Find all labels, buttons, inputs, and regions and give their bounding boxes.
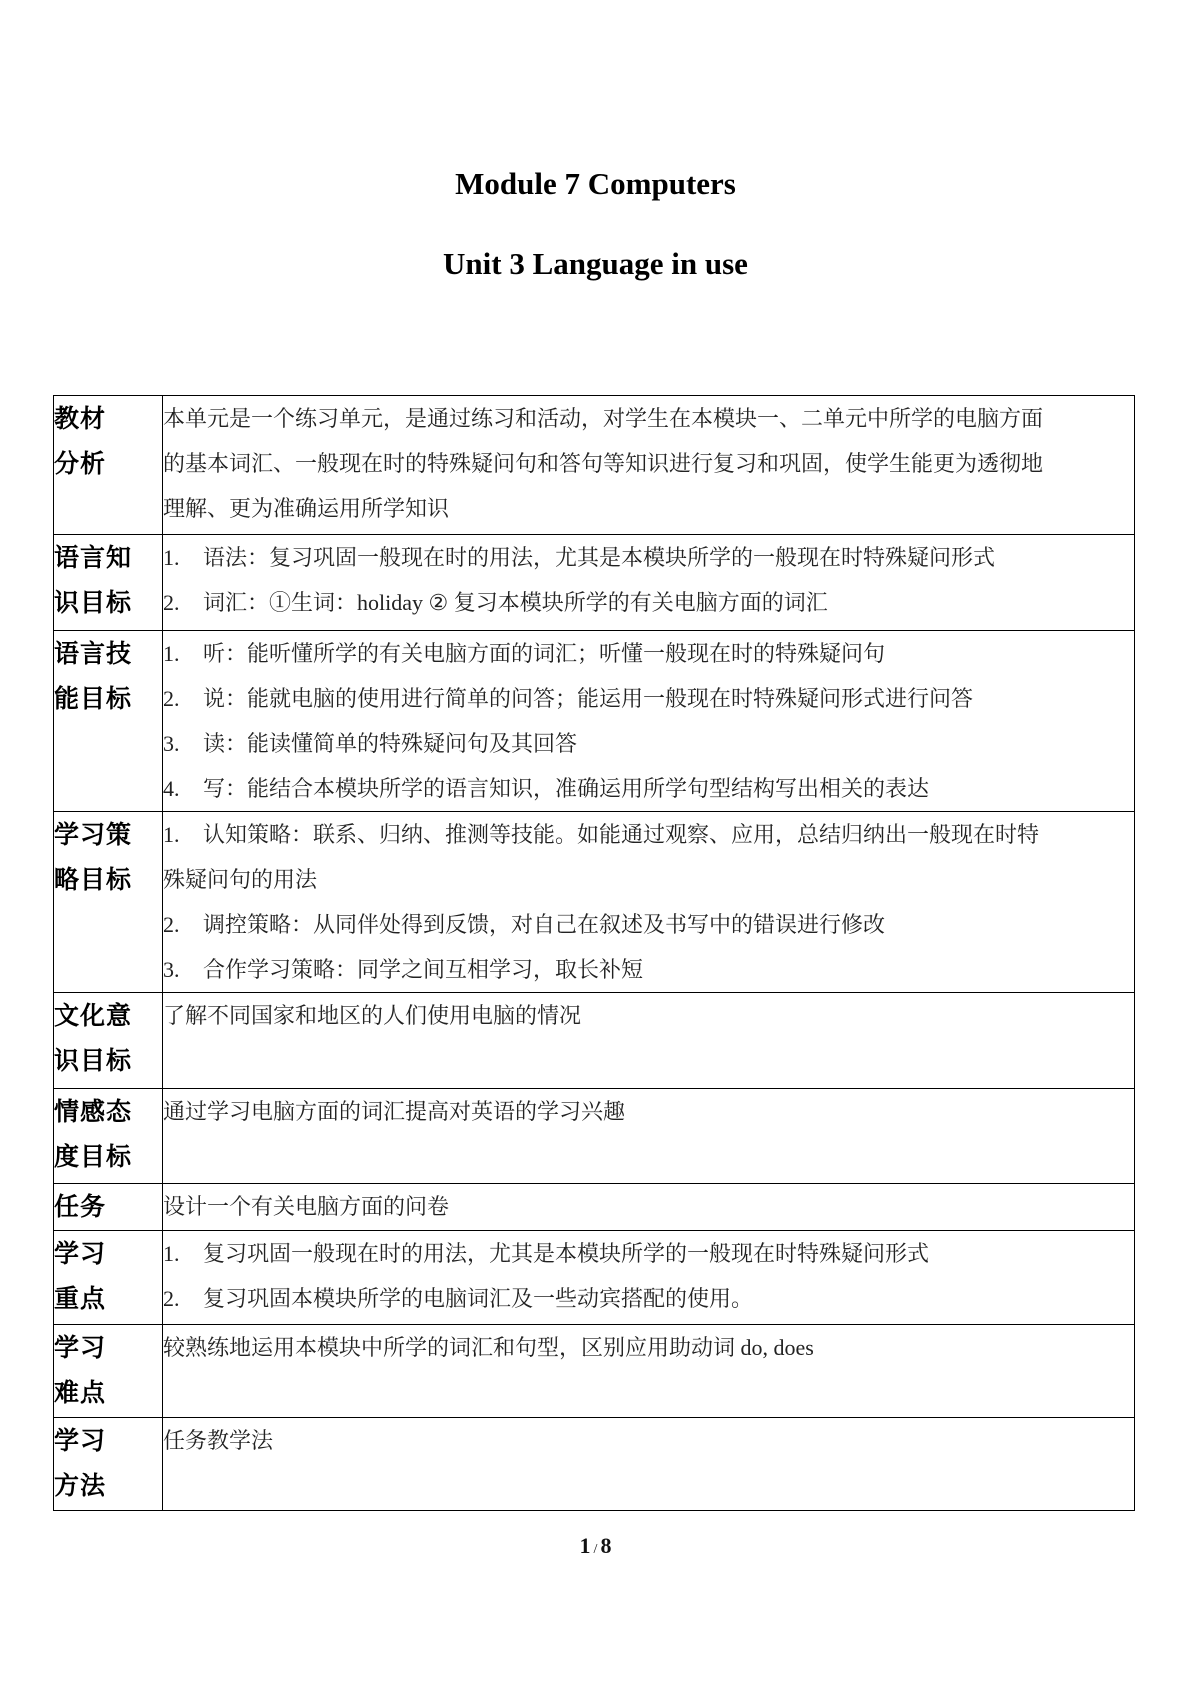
row-label: 情感态 度目标 — [54, 1089, 163, 1184]
document-title: Module 7 Computers — [455, 166, 736, 201]
list-item: 2. 调控策略：从同伴处得到反馈，对自己在叙述及书写中的错误进行修改 — [163, 912, 886, 937]
table-row-task — [54, 1184, 1135, 1231]
row-content: 任务教学法 — [163, 1418, 1135, 1511]
row-label: 教材 分析 — [54, 396, 163, 535]
list-item: 1. 语法：复习巩固一般现在时的用法，尤其是本模块所学的一般现在时特殊疑问形式 — [163, 545, 996, 570]
row-content — [163, 812, 1135, 993]
list-item: 4. 写：能结合本模块所学的语言知识，准确运用所学句型结构写出相关的表达 — [163, 776, 930, 801]
list-item: 2. 说：能就电脑的使用进行简单的问答；能运用一般现在时特殊疑问形式进行问答 — [163, 686, 974, 711]
table-row-textbook-analysis — [54, 396, 1135, 535]
table-row-language-skill-goals — [54, 631, 1135, 812]
list-item: 2. 词汇：①生词：holiday ② 复习本模块所学的有关电脑方面的词汇 — [163, 590, 828, 615]
list-item: 1. 认知策略：联系、归纳、推测等技能。如能通过观察、应用，总结归纳出一般现在时特 — [163, 822, 1040, 847]
table-row-language-knowledge-goals — [54, 535, 1135, 631]
document-subtitle: Unit 3 Language in use — [443, 246, 748, 281]
table-row-learning-strategy-goals — [54, 812, 1135, 993]
table-row-cultural-awareness-goals — [54, 993, 1135, 1089]
lesson-plan-table — [53, 395, 1135, 1511]
row-label: 学习 重点 — [54, 1231, 163, 1325]
row-content: 通过学习电脑方面的词汇提高对英语的学习兴趣 — [163, 1089, 1135, 1184]
table-row-emotional-attitude-goals — [54, 1089, 1135, 1184]
list-item: 1. 听：能听懂所学的有关电脑方面的词汇；听懂一般现在时的特殊疑问句 — [163, 641, 886, 666]
table-row-learning-difficulties — [54, 1325, 1135, 1418]
row-content: 设计一个有关电脑方面的问卷 — [163, 1184, 1135, 1231]
row-content — [163, 535, 1135, 631]
table-row-learning-method — [54, 1418, 1135, 1511]
row-label: 语言技 能目标 — [54, 631, 163, 812]
row-content: 了解不同国家和地区的人们使用电脑的情况 — [163, 993, 1135, 1089]
list-item-continuation: 殊疑问句的用法 — [163, 867, 318, 892]
list-item: 1. 复习巩固一般现在时的用法，尤其是本模块所学的一般现在时特殊疑问形式 — [163, 1241, 930, 1266]
row-content: 本单元是一个练习单元，是通过练习和活动，对学生在本模块一、二单元中所学的电脑方面 的基本词汇、一般现在时的特殊疑问句和答句等知识进行复习和巩固，使学生能更为透彻地 理解、更为准确运用所学知识 — [163, 396, 1135, 535]
table-row-learning-focus — [54, 1231, 1135, 1325]
row-label: 学习 方法 — [54, 1418, 163, 1511]
page-number: 1 / 8 — [579, 1533, 612, 1558]
row-label: 语言知 识目标 — [54, 535, 163, 631]
row-label: 学习 难点 — [54, 1325, 163, 1418]
row-label: 学习策 略目标 — [54, 812, 163, 993]
row-content — [163, 1231, 1135, 1325]
row-content — [163, 631, 1135, 812]
list-item: 2. 复习巩固本模块所学的电脑词汇及一些动宾搭配的使用。 — [163, 1286, 754, 1311]
row-label: 文化意 识目标 — [54, 993, 163, 1089]
list-item: 3. 合作学习策略：同学之间互相学习，取长补短 — [163, 957, 644, 982]
row-label: 任务 — [54, 1184, 163, 1231]
row-content: 较熟练地运用本模块中所学的词汇和句型，区别应用助动词 do, does — [163, 1325, 1135, 1418]
list-item: 3. 读：能读懂简单的特殊疑问句及其回答 — [163, 731, 578, 756]
